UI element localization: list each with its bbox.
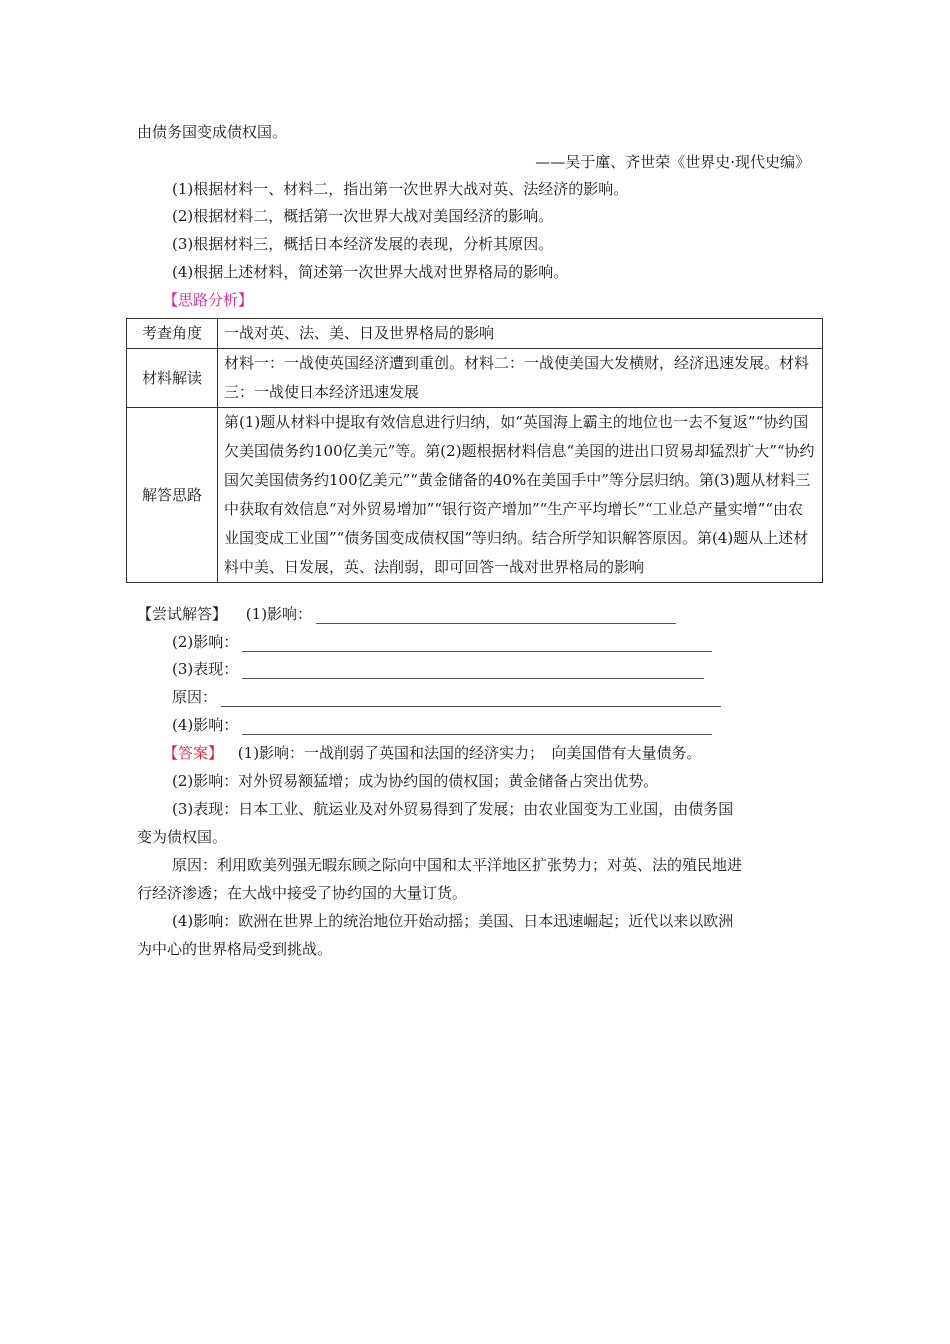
answer-text-1: (1)影响：一战削弱了英国和法国的经济实力； 向美国借有大量债务。 [237,744,702,762]
source-attribution: ——吴于廑、齐世荣《世界史·现代史编》 [535,153,810,171]
answer-row-1 [163,743,702,763]
row-label: 材料解读 [127,349,218,408]
row-content: 材料一：一战使英国经济遭到重创。材料二：一战使美国大发横财，经济迅速发展。材料三：一战使日本经济迅速发展 [218,349,823,408]
answer-blank-4[interactable] [221,690,721,707]
answer-blank-3[interactable] [242,662,704,679]
table-row [127,319,823,349]
answer-text-5a: (4)影响：欧洲在世界上的统治地位开始动摇；美国、日本迅速崛起；近代以来以欧洲 [172,912,734,930]
attempt-reason-label: 原因： [172,688,218,706]
attempt-q1-label: (1)影响： [245,605,313,623]
question-4: (4)根据上述材料，简述第一次世界大战对世界格局的影响。 [172,263,569,281]
table-row [127,349,823,408]
question-2: (2)根据材料二，概括第一次世界大战对美国经济的影响。 [172,207,554,225]
analysis-heading: 【思路分析】 [163,291,254,309]
answer-text-4a: 原因：利用欧美列强无暇东顾之际向中国和太平洋地区扩张势力；对英、法的殖民地进 [172,856,743,874]
answer-text-3b: 变为债权国。 [137,828,228,846]
row-content: 第(1)题从材料中提取有效信息进行归纳，如“英国海上霸主的地位也一去不复返”“协约国欠美国债务约100亿美元”等。第(2)题根据材料信息“美国的进出口贸易却猛烈扩大”“协约国欠美国债务约100亿美元”“黄金储备的40%在美国手中”等分层归纳。第(3)题从材料三中获取有效信息“对外贸易增加”“银行资产增加”“生产平均增长”“工业总产量实增”“由农业国变成工业国”“债务国变成债权国”等归纳。结合所学知识解答原因。第(4)题从上述材料中美、日发展，英、法削弱，即可回答一战对世界格局的影响 [218,408,823,583]
row-label: 解答思路 [127,408,218,583]
row-content: 一战对英、法、美、日及世界格局的影响 [218,319,823,349]
attempt-q2-label: (2)影响： [172,633,239,651]
answer-text-5b: 为中心的世界格局受到挑战。 [137,940,333,958]
row-label: 考查角度 [127,319,218,349]
answer-text-3a: (3)表现：日本工业、航运业及对外贸易得到了发展；由农业国变为工业国，由债务国 [172,800,734,818]
attempt-row-3 [172,659,704,679]
attempt-row-4 [172,687,721,707]
attempt-row-1 [137,604,676,624]
answer-blank-1[interactable] [316,607,676,624]
question-3: (3)根据材料三，概括日本经济发展的表现，分析其原因。 [172,235,554,253]
answer-text-4b: 行经济渗透；在大战中接受了协约国的大量订货。 [137,884,468,902]
answer-blank-2[interactable] [242,635,712,652]
attempt-heading: 【尝试解答】 [137,605,228,623]
attempt-q4-label: (4)影响： [172,716,239,734]
attempt-row-5 [172,715,712,735]
answer-text-2: (2)影响：对外贸易额猛增；成为协约国的债权国；黄金储备占突出优势。 [172,772,659,790]
answer-blank-5[interactable] [242,718,712,735]
attempt-q3-label: (3)表现： [172,660,239,678]
question-1: (1)根据材料一、材料二，指出第一次世界大战对英、法经济的影响。 [172,180,629,198]
material-tail-text: 由债务国变成债权国。 [137,123,288,141]
analysis-table [126,318,823,583]
table-row [127,408,823,583]
answer-heading: 【答案】 [163,744,224,762]
attempt-row-2 [172,632,712,652]
